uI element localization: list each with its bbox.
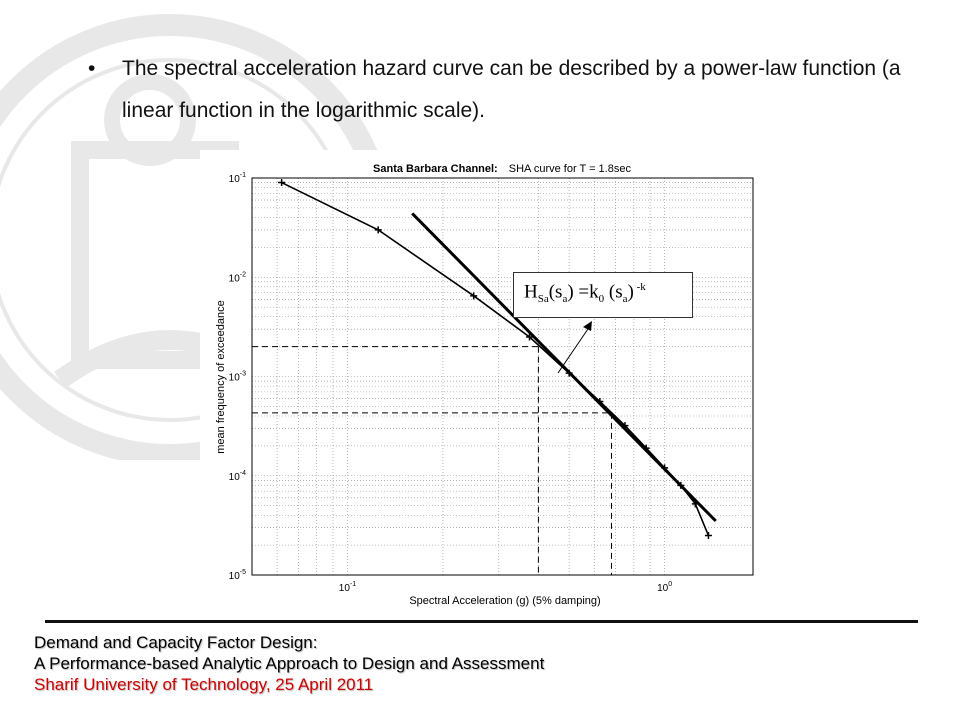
footer <box>34 632 544 695</box>
x-tick-label: $10^{-1}$ <box>338 581 357 594</box>
y-tick-label: $10^{-1}$ <box>228 172 246 185</box>
formula-s-sub-2: a <box>622 293 628 306</box>
chart-background <box>200 150 760 620</box>
y-tick-label: $10^{-5}$ <box>228 569 246 582</box>
chart-title-rest: SHA curve for T = 1.8sec <box>508 163 631 175</box>
formula-h: H <box>524 281 538 303</box>
y-axis-label: mean frequency of exceedance <box>215 300 227 454</box>
bullet-dot: • <box>88 57 96 80</box>
formula-rest: (s <box>604 281 623 303</box>
formula-h-sub: Sa <box>537 293 549 306</box>
chart-title-bold: Santa Barbara Channel: <box>373 163 498 175</box>
x-axis-label: Spectral Acceleration (g) (5% damping) <box>409 595 601 607</box>
y-tick-label: $10^{-2}$ <box>228 271 246 285</box>
footer-line-2: A Performance-based Analytic Approach to Design and Assessment <box>34 654 545 673</box>
footer-divider <box>45 620 918 623</box>
x-tick-label: $10^0$ <box>657 581 673 594</box>
y-tick-label: $10^{-3}$ <box>228 370 246 384</box>
bullet-text: The spectral acceleration hazard curve can be described by a power-law function (a linear function in the logarithmic scale). <box>122 57 901 122</box>
formula-exponent: -k <box>633 281 646 293</box>
footer-line-1: Demand and Capacity Factor Design: <box>34 633 318 652</box>
footer-line-3: Sharif University of Technology, 25 April 2011 <box>34 675 374 694</box>
formula-k-sub: 0 <box>598 293 605 306</box>
power-law-formula-box <box>513 272 693 318</box>
formula-mid: ) =k <box>567 281 599 303</box>
formula-s-sub: a <box>562 293 568 306</box>
y-tick-label: $10^{-4}$ <box>228 469 246 483</box>
formula-close: ) <box>627 281 634 303</box>
formula-open: (s <box>548 281 563 303</box>
